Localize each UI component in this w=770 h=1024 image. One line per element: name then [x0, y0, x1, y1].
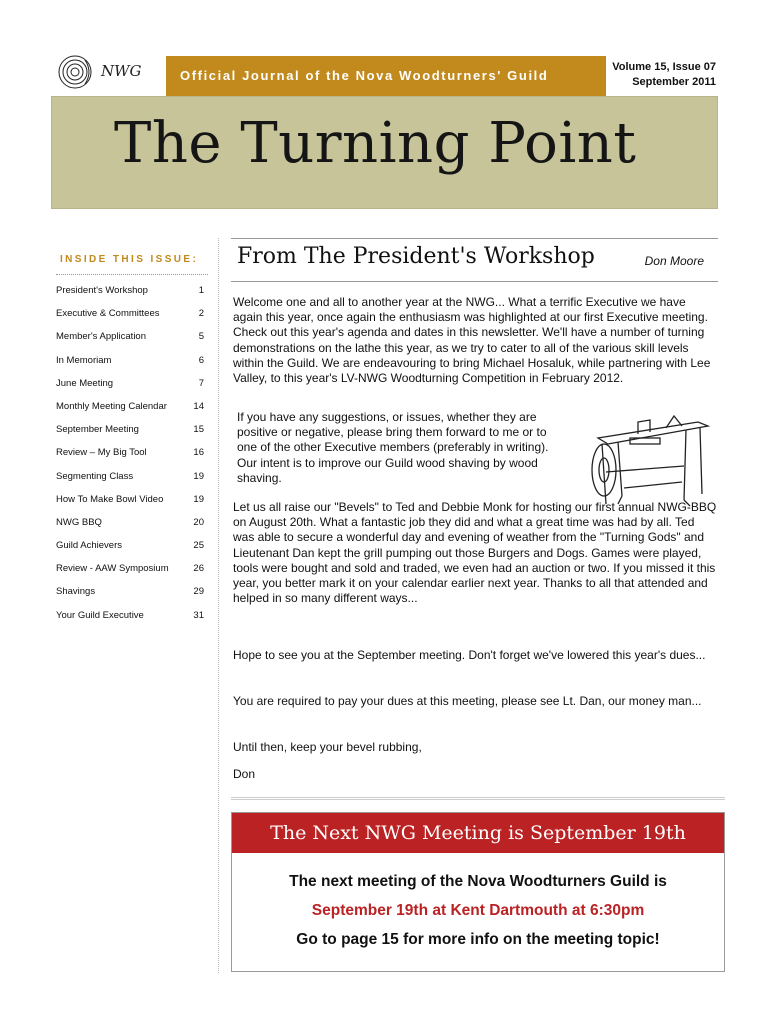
article-signature: Don	[233, 767, 256, 781]
toc-item[interactable]: President's Workshop 1	[56, 285, 204, 296]
article-paragraph: Hope to see you at the September meeting. Don't forget we've lowered this year's dues...	[233, 648, 706, 662]
article-paragraph: If you have any suggestions, or issues, whether they are positive or negative, please bring them forward to me or to one of the other Executive members (preferably in writing). Our intent is to improve our Guild wood shaving by wood shaving.	[237, 410, 549, 485]
article-paragraph: You are required to pay your dues at this meeting, please see Lt. Dan, our money man...	[233, 694, 702, 708]
nwg-logo	[55, 52, 150, 92]
toc-item[interactable]: September Meeting 15	[56, 424, 204, 436]
divider	[231, 797, 725, 800]
journal-banner: Official Journal of the Nova Woodturners' Guild	[166, 56, 606, 96]
toc-item[interactable]: Review – My Big Tool 16	[56, 447, 204, 459]
toc-item[interactable]: Shavings 29	[56, 586, 204, 598]
toc-item[interactable]: Executive & Committees 2	[56, 308, 204, 320]
lathe-illustration	[578, 408, 714, 508]
article-title: From The President's Workshop	[237, 244, 595, 269]
meeting-line: The next meeting of the Nova Woodturners Guild is	[289, 873, 667, 890]
article-author: Don Moore	[644, 254, 704, 268]
masthead	[51, 96, 718, 209]
table-of-contents	[56, 284, 208, 632]
inside-issue-heading: INSIDE THIS ISSUE:	[60, 254, 199, 265]
toc-item[interactable]: NWG BBQ 20	[56, 516, 204, 528]
toc-item[interactable]: Guild Achievers 25	[56, 540, 204, 552]
volume-number: Volume 15, Issue 07	[612, 61, 716, 73]
issue-date: September 2011	[632, 76, 716, 88]
divider	[56, 274, 208, 275]
meeting-date-line: September 19th at Kent Dartmouth at 6:30pm	[311, 902, 645, 919]
toc-item[interactable]: Monthly Meeting Calendar 14	[56, 400, 204, 412]
article-header	[231, 238, 718, 282]
volume-info	[606, 60, 716, 90]
meeting-info-line: Go to page 15 for more info on the meeting topic!	[296, 931, 660, 948]
article-paragraph: Until then, keep your bevel rubbing,	[233, 740, 422, 754]
newsletter-title: The Turning Point	[114, 111, 637, 176]
article-paragraph: Welcome one and all to another year at the NWG... What a terrific Executive we have again this year, once again the enthusiasm was highlighted at our first Executive meeting. Check out this year's agenda and dates in this newsletter. We'll have a number of turning demonstrations on the lathe this year, as we try to cater to all of the various skill levels within the Guild. We are endeavouring to bring Michael Hosaluk, while partnering with Lee Valley, to this year's LV-NWG Woodturning Competition in February 2012.	[233, 295, 711, 386]
toc-item[interactable]: In Memoriam 6	[56, 354, 204, 366]
toc-item[interactable]: Your Guild Executive 31	[56, 609, 204, 621]
next-meeting-banner: The Next NWG Meeting is September 19th	[232, 813, 724, 853]
column-divider	[218, 238, 219, 973]
toc-item[interactable]: Review - AAW Symposium 26	[56, 563, 204, 575]
toc-item[interactable]: Segmenting Class 19	[56, 470, 204, 482]
article-paragraph: Let us all raise our "Bevels" to Ted and Debbie Monk for hosting our first annual NWG-BBQ on August 20th. What a fantastic job they did and what a great time was had by all. Ted was able to secure a wonderful day and evening of weather from the "Turning Gods" and Lieutenant Dan kept the grill pumping out those Burgers and Dogs. Games were played, tools were bought and sold and traded, we even had an auction or two. If you missed it this year, you better mark it on your calendar earlier next year. Thanks to all that attended and helped in so many different ways...	[233, 500, 717, 606]
toc-item[interactable]: June Meeting 7	[56, 377, 204, 389]
logo-text: NWG	[101, 62, 142, 80]
toc-item[interactable]: How To Make Bowl Video 19	[56, 493, 204, 505]
toc-item[interactable]: Member's Application 5	[56, 331, 204, 343]
next-meeting-box	[231, 812, 725, 972]
